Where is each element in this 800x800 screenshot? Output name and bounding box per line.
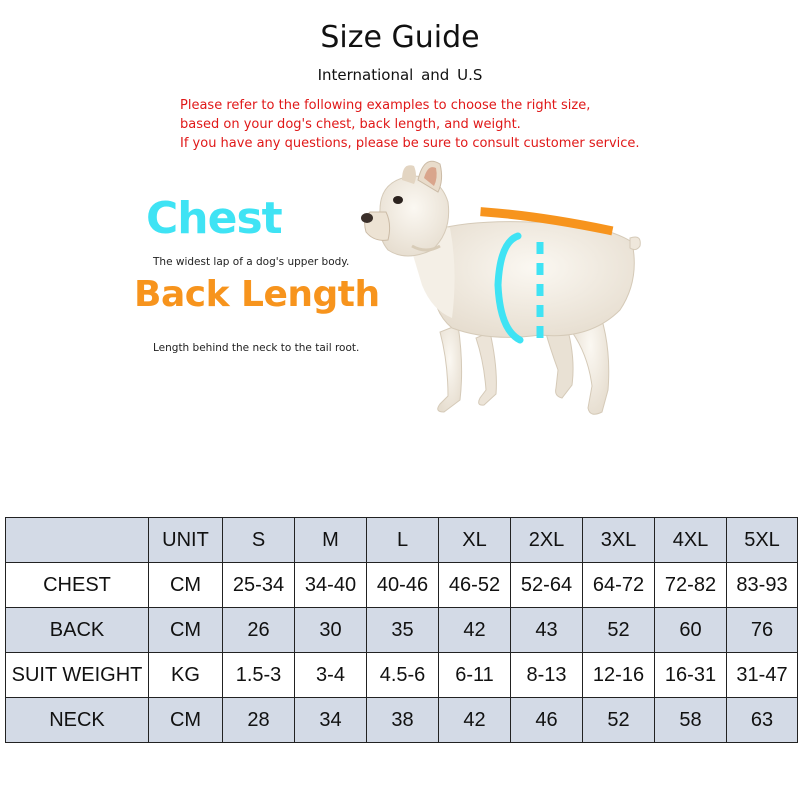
table-cell: 3-4 <box>295 653 367 698</box>
table-cell: 12-16 <box>583 653 655 698</box>
table-row <box>6 653 798 698</box>
chest-heading: Chest <box>146 193 282 244</box>
table-cell: 1.5-3 <box>223 653 295 698</box>
table-cell: 52 <box>583 608 655 653</box>
table-corner-cell <box>6 518 149 563</box>
table-cell: 6-11 <box>439 653 511 698</box>
table-cell: 60 <box>655 608 727 653</box>
table-cell: 35 <box>367 608 439 653</box>
table-cell: 46 <box>511 698 583 743</box>
table-header-cell: L <box>367 518 439 563</box>
row-label-cell: NECK <box>6 698 149 743</box>
table-cell: 16-31 <box>655 653 727 698</box>
size-chart-table <box>5 517 798 743</box>
table-cell: 34-40 <box>295 563 367 608</box>
table-cell: 43 <box>511 608 583 653</box>
notice-line: If you have any questions, please be sure to consult customer service. <box>180 136 640 151</box>
row-label-cell: BACK <box>6 608 149 653</box>
unit-cell: CM <box>149 698 223 743</box>
table-cell: 52 <box>583 698 655 743</box>
table-header-cell: M <box>295 518 367 563</box>
table-cell: 76 <box>727 608 798 653</box>
table-header-cell: 2XL <box>511 518 583 563</box>
unit-cell: CM <box>149 608 223 653</box>
size-chart-body <box>6 518 798 743</box>
table-cell: 42 <box>439 698 511 743</box>
table-cell: 42 <box>439 608 511 653</box>
page-subtitle: International and U.S <box>317 66 483 84</box>
dog-illustration <box>340 150 670 430</box>
size-notice <box>180 96 700 153</box>
table-header-row <box>6 518 798 563</box>
notice-line: Please refer to the following examples to choose the right size, <box>180 98 591 113</box>
table-cell: 30 <box>295 608 367 653</box>
table-header-cell: 4XL <box>655 518 727 563</box>
table-cell: 72-82 <box>655 563 727 608</box>
table-header-cell: XL <box>439 518 511 563</box>
table-cell: 83-93 <box>727 563 798 608</box>
table-header-cell: 5XL <box>727 518 798 563</box>
table-cell: 52-64 <box>511 563 583 608</box>
table-cell: 28 <box>223 698 295 743</box>
table-cell: 40-46 <box>367 563 439 608</box>
row-label-cell: SUIT WEIGHT <box>6 653 149 698</box>
unit-cell: KG <box>149 653 223 698</box>
table-row <box>6 608 798 653</box>
table-header-cell: S <box>223 518 295 563</box>
table-cell: 8-13 <box>511 653 583 698</box>
table-cell: 64-72 <box>583 563 655 608</box>
table-row <box>6 698 798 743</box>
back-length-description: Length behind the neck to the tail root. <box>153 342 360 354</box>
table-cell: 31-47 <box>727 653 798 698</box>
table-cell: 38 <box>367 698 439 743</box>
row-label-cell: CHEST <box>6 563 149 608</box>
chest-description: The widest lap of a dog's upper body. <box>153 256 350 268</box>
table-row <box>6 563 798 608</box>
unit-cell: CM <box>149 563 223 608</box>
table-cell: 63 <box>727 698 798 743</box>
notice-line: based on your dog's chest, back length, and weight. <box>180 117 521 132</box>
table-cell: 46-52 <box>439 563 511 608</box>
table-cell: 58 <box>655 698 727 743</box>
table-cell: 26 <box>223 608 295 653</box>
page-title: Size Guide <box>320 20 480 55</box>
table-cell: 25-34 <box>223 563 295 608</box>
back-length-heading: Back Length <box>134 274 380 315</box>
table-cell: 4.5-6 <box>367 653 439 698</box>
table-header-cell: UNIT <box>149 518 223 563</box>
table-cell: 34 <box>295 698 367 743</box>
table-header-cell: 3XL <box>583 518 655 563</box>
